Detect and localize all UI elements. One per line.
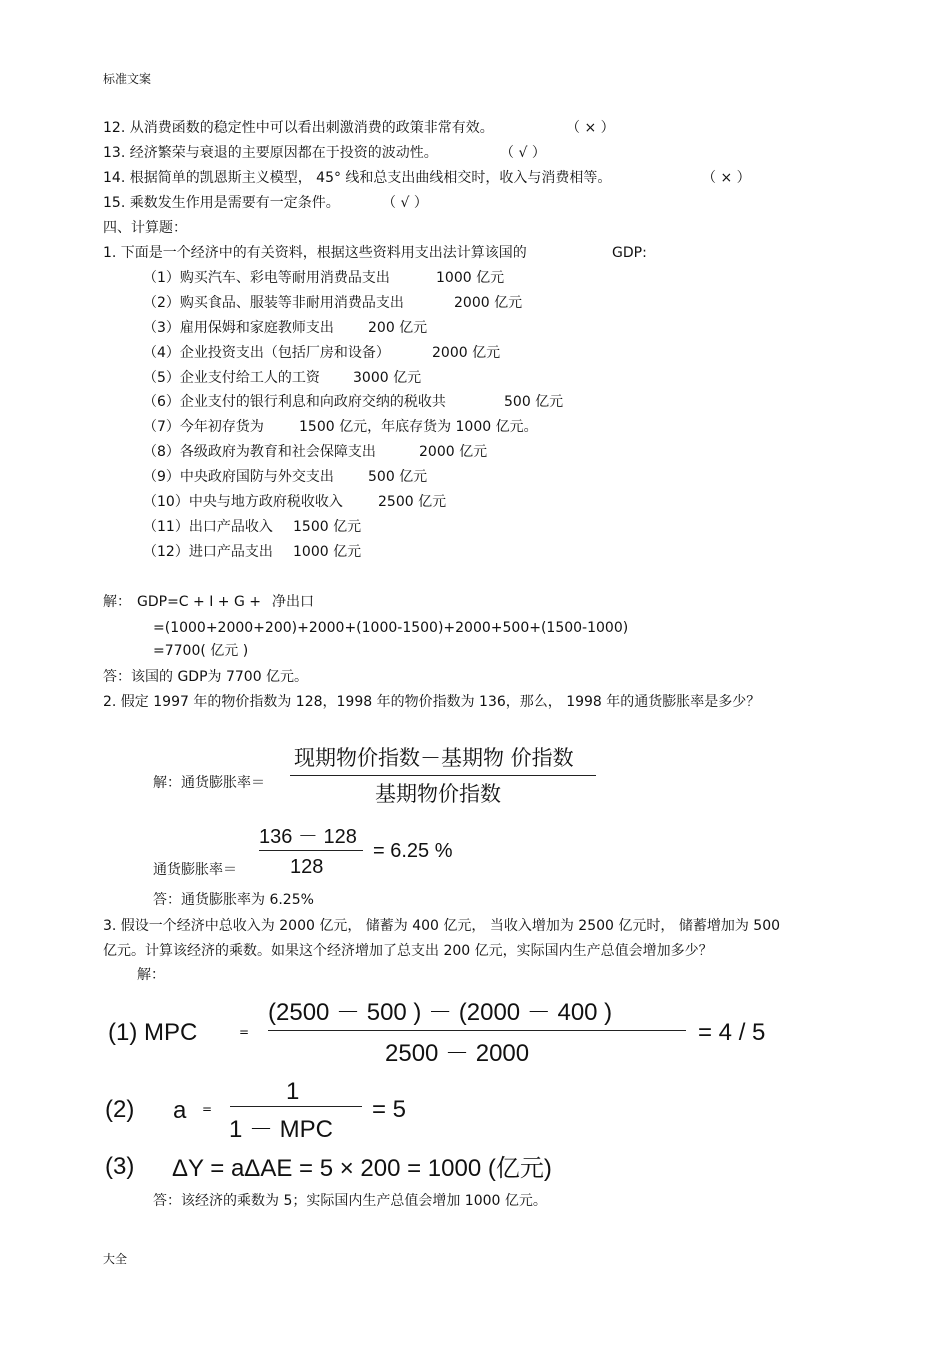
judgement-13-text: 13. 经济繁荣与衰退的主要原因都在于投资的波动性。 bbox=[103, 145, 438, 161]
section-title: 四、计算题： bbox=[103, 220, 187, 236]
q3-title-line2: 亿元。计算该经济的乘数。如果这个经济增加了总支出 200 亿元，实际国内生产总值会增加多少？ bbox=[103, 943, 713, 959]
judgement-12-text: 12. 从消费函数的稳定性中可以看出刺激消费的政策非常有效。 bbox=[103, 120, 494, 136]
judgement-14-answer: （ × ） bbox=[702, 170, 751, 186]
q1-item-6-value: 500 亿元 bbox=[504, 394, 564, 410]
q2-answer: 答：通货膨胀率为 6.25% bbox=[153, 892, 314, 908]
q1-item-2-label: （2）购买食品、服装等非耐用消费品支出 bbox=[143, 295, 404, 311]
judgement-14-text: 14. 根据简单的凯恩斯主义模型， 45° 线和总支出曲线相交时，收入与消费相等。 bbox=[103, 170, 612, 186]
judgement-13-answer: （ √ ） bbox=[500, 145, 546, 161]
q1-solution-line1: GDP=C + I + G + bbox=[137, 594, 261, 610]
q1-item-7-value: 1500 亿元，年底存货为 1000 亿元。 bbox=[299, 419, 538, 435]
q2-calc-result: = 6.25 % bbox=[373, 840, 453, 862]
q1-item-1-label: （1）购买汽车、彩电等耐用消费品支出 bbox=[143, 270, 390, 286]
q1-item-3-value: 200 亿元 bbox=[368, 320, 428, 336]
q2-rate-label: 通货膨胀率＝ bbox=[153, 862, 237, 878]
q3-title-line1: 3. 假设一个经济中总收入为 2000 亿元， 储蓄为 400 亿元， 当收入增加为 2500 亿元时， 储蓄增加为 500 bbox=[103, 918, 781, 934]
q3-f1-equals: = bbox=[239, 1025, 250, 1039]
q1-item-10-label: （10）中央与地方政府税收收入 bbox=[143, 494, 343, 510]
q3-f2-label: (2) bbox=[105, 1096, 135, 1123]
q1-item-4-value: 2000 亿元 bbox=[432, 345, 501, 361]
q2-fraction-denominator: 基期物价指数 bbox=[375, 782, 501, 806]
q2-fraction-bar bbox=[290, 775, 596, 776]
page-header: 标准文案 bbox=[103, 72, 152, 86]
q1-item-5-label: （5）企业支付给工人的工资 bbox=[143, 370, 320, 386]
judgement-15-answer: （ √ ） bbox=[382, 195, 428, 211]
q1-item-1-value: 1000 亿元 bbox=[436, 270, 505, 286]
q3-f2-bar bbox=[230, 1106, 362, 1107]
q1-item-8-label: （8）各级政府为教育和社会保障支出 bbox=[143, 444, 376, 460]
q1-item-7-label: （7）今年初存货为 bbox=[143, 419, 264, 435]
q1-title-tail: GDP: bbox=[612, 245, 647, 261]
q1-item-11-label: （11）出口产品收入 bbox=[143, 519, 273, 535]
q3-f1-result: = 4 / 5 bbox=[698, 1019, 766, 1046]
q1-item-9-value: 500 亿元 bbox=[368, 469, 428, 485]
q2-fraction-numerator: 现期物价指数－基期物 价指数 bbox=[294, 746, 574, 770]
q3-f2-numerator: 1 bbox=[286, 1078, 300, 1105]
q3-f2-variable: a bbox=[173, 1097, 187, 1124]
judgement-12-answer: （ × ） bbox=[566, 120, 615, 136]
q1-item-8-value: 2000 亿元 bbox=[419, 444, 488, 460]
q1-item-12-value: 1000 亿元 bbox=[293, 544, 362, 560]
q1-answer: 答：该国的 GDP为 7700 亿元。 bbox=[103, 669, 309, 685]
q2-calc-numerator: 136 － 128 bbox=[259, 826, 357, 848]
q3-f1-bar bbox=[268, 1030, 686, 1031]
q1-item-3-label: （3）雇用保姆和家庭教师支出 bbox=[143, 320, 334, 336]
q2-calc-bar bbox=[259, 850, 363, 851]
q3-f1-numerator: (2500 － 500 ) － (2000 － 400 ) bbox=[268, 999, 613, 1026]
q3-f2-denominator: 1 － MPC bbox=[229, 1116, 334, 1143]
q1-item-2-value: 2000 亿元 bbox=[454, 295, 523, 311]
q3-f3-label: (3) bbox=[105, 1153, 135, 1180]
q1-solution-label: 解： bbox=[103, 594, 131, 610]
q3-f3-expression: ΔY = aΔAE = 5 × 200 = 1000 (亿元) bbox=[172, 1155, 552, 1182]
q1-item-5-value: 3000 亿元 bbox=[353, 370, 422, 386]
q1-item-4-label: （4）企业投资支出（包括厂房和设备） bbox=[143, 345, 390, 361]
q3-f1-label: (1) MPC bbox=[108, 1019, 198, 1046]
q1-item-12-label: （12）进口产品支出 bbox=[143, 544, 273, 560]
page-footer: 大全 bbox=[103, 1252, 128, 1266]
q1-item-6-label: （6）企业支付的银行利息和向政府交纳的税收共 bbox=[143, 394, 446, 410]
judgement-15-text: 15. 乘数发生作用是需要有一定条件。 bbox=[103, 195, 340, 211]
q1-solution-line1-tail: 净出口 bbox=[272, 594, 314, 610]
q2-calc-denominator: 128 bbox=[290, 856, 324, 878]
q1-solution-line2: =(1000+2000+200)+2000+(1000-1500)+2000+500+(1500-1000) bbox=[153, 620, 629, 636]
q2-solution-label: 解：通货膨胀率＝ bbox=[153, 775, 265, 791]
q1-item-9-label: （9）中央政府国防与外交支出 bbox=[143, 469, 334, 485]
q1-item-11-value: 1500 亿元 bbox=[293, 519, 362, 535]
q3-f2-equals: = bbox=[202, 1102, 213, 1116]
q2-title: 2. 假定 1997 年的物价指数为 128，1998 年的物价指数为 136，那么， 1998 年的通货膨胀率是多少？ bbox=[103, 694, 761, 710]
q1-solution-line3: =7700( 亿元 ) bbox=[153, 643, 249, 659]
q3-solution-label: 解： bbox=[137, 967, 165, 983]
q1-item-10-value: 2500 亿元 bbox=[378, 494, 447, 510]
q3-answer: 答：该经济的乘数为 5；实际国内生产总值会增加 1000 亿元。 bbox=[153, 1193, 547, 1209]
q1-title: 1. 下面是一个经济中的有关资料，根据这些资料用支出法计算该国的 bbox=[103, 245, 527, 261]
q3-f1-denominator: 2500 － 2000 bbox=[385, 1040, 530, 1067]
q3-f2-result: = 5 bbox=[372, 1096, 407, 1123]
